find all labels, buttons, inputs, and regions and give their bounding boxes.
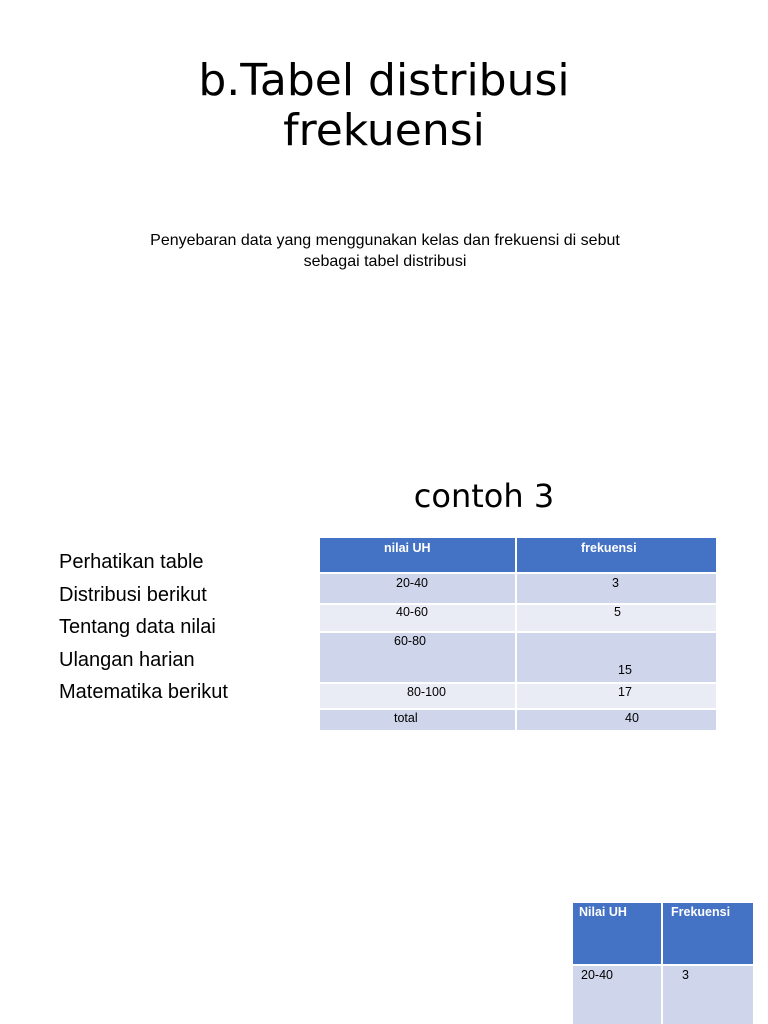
description-line: Matematika berikut <box>59 681 228 703</box>
cell-nilai: 60-80 <box>394 634 426 648</box>
cell-frekuensi: 15 <box>618 663 632 677</box>
slide-subtitle-line-2: sebagai tabel distribusi <box>303 253 467 270</box>
table-cell <box>517 633 716 682</box>
slide-title-line-2: frekuensi <box>283 105 485 156</box>
cell-frekuensi: 5 <box>614 605 621 619</box>
description-line: Perhatikan table <box>59 551 204 573</box>
cell-frekuensi: 3 <box>682 968 689 982</box>
table-cell <box>320 605 517 631</box>
cell-nilai: 20-40 <box>396 576 428 590</box>
table-header-cell <box>517 538 716 572</box>
cell-frekuensi: 17 <box>618 685 632 699</box>
cell-total-value: 40 <box>625 711 639 725</box>
description-line: Distribusi berikut <box>59 583 207 606</box>
table-row <box>320 633 716 684</box>
table-cell <box>320 710 517 730</box>
cell-nilai: 20-40 <box>581 968 613 982</box>
table-cell <box>320 633 517 682</box>
table-header-row <box>573 903 753 966</box>
table-row <box>573 966 753 1024</box>
table-header-cell <box>320 538 517 572</box>
frequency-table <box>320 538 716 730</box>
table-row <box>320 574 716 605</box>
header-nilai-uh: nilai UH <box>384 541 431 555</box>
description-line: Ulangan harian <box>59 648 195 671</box>
cell-frekuensi: 3 <box>612 576 619 590</box>
table-header-row <box>320 538 716 574</box>
table-header-cell <box>663 903 753 964</box>
cell-nilai: 40-60 <box>396 605 428 619</box>
table-row <box>320 684 716 710</box>
partial-frequency-table <box>573 903 753 1024</box>
table-cell <box>573 966 663 1024</box>
description-line: Tentang data nilai <box>59 616 216 638</box>
header-frekuensi: frekuensi <box>581 541 637 555</box>
header-nilai-uh: Nilai UH <box>579 905 627 919</box>
example-title: contoh 3 <box>413 477 555 515</box>
table-cell <box>517 574 716 603</box>
example-description <box>59 546 228 709</box>
table-cell <box>663 966 753 1024</box>
cell-total-label: total <box>394 711 418 725</box>
header-frekuensi: Frekuensi <box>671 905 731 919</box>
table-cell <box>517 710 716 730</box>
table-cell <box>517 605 716 631</box>
slide-subtitle <box>120 230 650 272</box>
slide-subtitle-line-1: Penyebaran data yang menggunakan kelas dan frekuensi di sebut <box>150 232 620 249</box>
table-cell <box>320 684 517 708</box>
slide-title-line-1: b.Tabel distribusi <box>198 55 570 106</box>
table-row <box>320 605 716 633</box>
table-cell <box>320 574 517 603</box>
table-cell <box>517 684 716 708</box>
cell-nilai: 80-100 <box>407 685 446 699</box>
table-row <box>320 710 716 730</box>
slide-title <box>0 56 768 156</box>
table-header-cell <box>573 903 663 964</box>
